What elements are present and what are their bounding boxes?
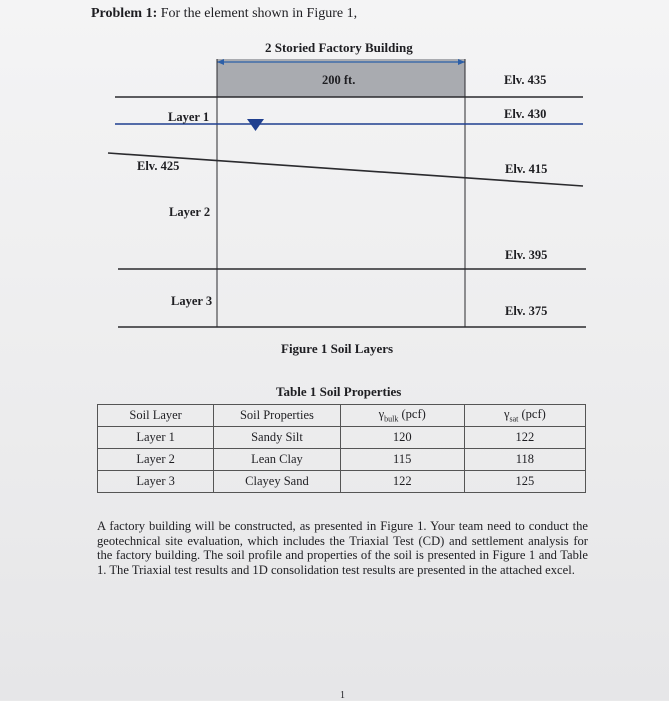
cell-bulk: 122 [340, 471, 464, 493]
layer-2-label: Layer 2 [169, 205, 211, 219]
cell-layer: Layer 3 [98, 471, 214, 493]
elevation-425-label: Elv. 425 [137, 159, 180, 173]
cell-property: Lean Clay [214, 449, 340, 471]
elevation-395-label: Elv. 395 [505, 248, 548, 262]
table-caption: Table 1 Soil Properties [276, 384, 402, 399]
cell-layer: Layer 2 [98, 449, 214, 471]
header-soil-properties: Soil Properties [214, 405, 340, 427]
soil-properties-table [97, 404, 586, 493]
figure-title: 2 Storied Factory Building [265, 40, 413, 55]
layer-1-label: Layer 1 [168, 110, 210, 124]
gamma-bulk-unit: (pcf) [398, 407, 426, 422]
table-row [98, 427, 586, 449]
table-header-row [98, 405, 586, 427]
cell-property: Clayey Sand [214, 471, 340, 493]
table-row [98, 449, 586, 471]
problem-description-paragraph: A factory building will be constructed, as presented in Figure 1. Your team need to conduct the geotechnical site evaluation, which includes the Triaxial Test (CD) and settlement analysis for the factory building. The soil profile and properties of the soil is presented in Figure 1 and Table 1. The Triaxial test results and 1D consolidation test results are presented in the attached excel. [97, 519, 588, 577]
cell-bulk: 120 [340, 427, 464, 449]
elevation-435-label: Elv. 435 [504, 73, 547, 87]
elevation-375-label: Elv. 375 [505, 304, 548, 318]
header-gamma-sat [464, 405, 585, 427]
figure-caption: Figure 1 Soil Layers [281, 341, 394, 356]
cell-layer: Layer 1 [98, 427, 214, 449]
cell-property: Sandy Silt [214, 427, 340, 449]
elevation-430-label: Elv. 430 [504, 107, 547, 121]
gamma-sat-symbol: γ [503, 407, 510, 422]
gamma-sat-unit: (pcf) [518, 407, 546, 422]
soil-profile-figure [0, 0, 669, 340]
water-table-triangle-icon [247, 119, 264, 131]
cell-sat: 118 [464, 449, 585, 471]
gamma-bulk-symbol: γ [378, 407, 385, 422]
header-soil-layer: Soil Layer [98, 405, 214, 427]
width-label: 200 ft. [322, 73, 356, 87]
elevation-415-label: Elv. 415 [505, 162, 548, 176]
page-number: 1 [340, 690, 345, 701]
cell-sat: 122 [464, 427, 585, 449]
gamma-sat-subscript: sat [509, 414, 519, 424]
cell-bulk: 115 [340, 449, 464, 471]
layer-3-label: Layer 3 [171, 294, 213, 308]
table-row [98, 471, 586, 493]
cell-sat: 125 [464, 471, 585, 493]
problem-text: For the element shown in Figure 1, [160, 6, 358, 21]
problem-label: Problem 1: [91, 6, 158, 21]
header-gamma-bulk [340, 405, 464, 427]
gamma-bulk-subscript: bulk [384, 414, 399, 424]
